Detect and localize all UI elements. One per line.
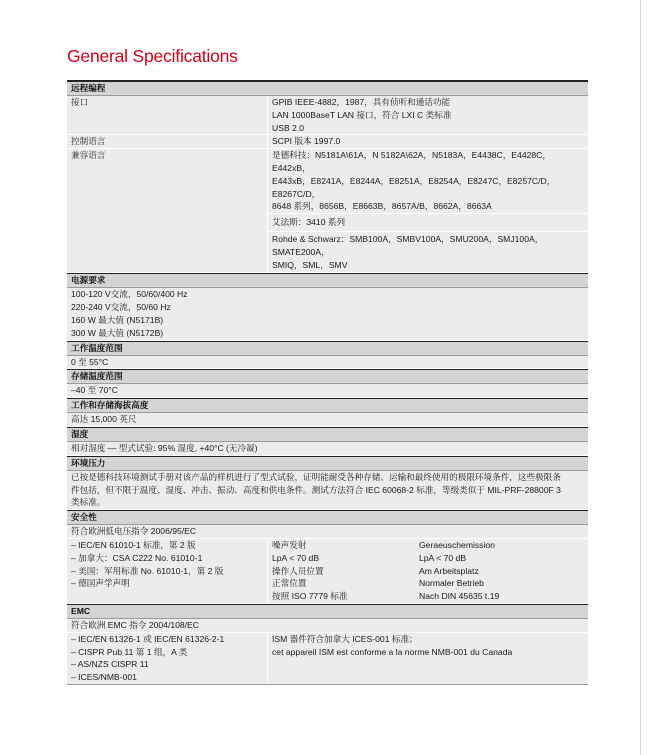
section-header-safety: 安全性 [67,510,588,525]
value-line: SMIQ，SML，SMV [272,259,348,270]
section-header-remote: 远程编程 [67,80,588,96]
row-label: 控制语言 [71,136,106,147]
environment-text [67,471,588,510]
list-item: – 德国声学声明 [71,578,130,589]
ism-statement [267,633,588,684]
value-line: 已按是德科技环境测试手册对该产品的样机进行了型式试验，证明能耐受各种存储、运输和最终使用的极限环境条件，这些极限条 [71,471,561,482]
emc-standards [67,633,267,684]
value-line: GPIB IEEE-4882，1987，具有侦听和通话功能 [272,97,451,107]
page-title: General Specifications [67,46,238,66]
spec-row-compat-language [67,149,588,273]
value-line: E443xB，E8241A，E8244A，E8251A，E8254A，E8247C，E8257C/D，E8267C/D， [272,175,556,199]
spec-table [67,80,588,685]
list-item: – IEC/EN 61010-1 标准，第 2 版 [71,539,196,550]
list-item: – AS/NZS CISPR 11 [71,659,149,670]
list-item: Geraeuschemission [419,539,495,550]
list-item: 正常位置 [272,578,307,589]
emc-details [67,633,588,685]
safety-intro: 符合欧洲低电压指令 2006/95/EC [67,525,588,539]
value-line: 类标准。 [71,497,106,508]
row-value [267,96,588,134]
value-line: 160 W 最大值 (N5171B) [71,314,164,325]
acoustic-chinese [267,539,415,603]
spec-row-control-language [67,135,588,149]
list-item: – ICES/NMB-001 [71,672,137,683]
value-line: 8648 系列，8656B，E8663B，8657A/B，8662A，8663A [272,201,492,212]
row-label: 兼容语言 [71,150,106,161]
row-value: SCPI 版本 1997.0 [267,135,588,148]
section-header-emc: EMC [67,604,588,619]
list-item: LpA < 70 dB [272,552,320,563]
list-item: Am Arbeitsplatz [419,565,479,576]
value-line: USB 2.0 [272,122,305,133]
compat-aeroflex: 艾法斯：3410 系列 [268,213,588,231]
list-item: LpA < 70 dB [419,552,467,563]
value-line: 100-120 V交流，50/60/400 Hz [71,289,188,300]
compat-rs [268,231,588,272]
section-header-humidity: 湿度 [67,427,588,442]
safety-standards [67,539,267,603]
section-header-altitude: 工作和存储海拔高度 [67,398,588,413]
value-line: LAN 1000BaseT LAN 接口，符合 LXI C 类标准 [272,109,452,120]
row-value [267,149,588,272]
value-line: 220-240 V交流，50/60 Hz [71,302,171,313]
value-line: Rohde & Schwarz：SMB100A，SMBV100A，SMU200A，SMJ100A，SMATE200A， [272,233,544,257]
storage-temp-value: –40 至 70°C [67,384,588,398]
list-item: – CISPR Pub 11 第 1 组，A 类 [71,646,188,657]
value-line: 300 W 最大值 (N5172B) [71,327,164,338]
page-edge-line [640,0,641,755]
list-item: – 美国：军用标准 No. 61010-1，第 2 版 [71,565,224,576]
altitude-value: 高达 15,000 英尺 [67,413,588,427]
section-header-environment: 环境压力 [67,456,588,471]
list-item: 噪声发射 [272,539,307,550]
list-item: cet appareil ISM est conforme a la norme NMB-001 du Canada [272,646,513,657]
section-header-storage-temp: 存储温度范围 [67,369,588,384]
list-item: Normaler Betrieb [419,578,484,589]
spec-row-interface [67,96,588,135]
safety-details [67,539,588,604]
value-line: 是德科技：N5181A\61A，N 5182A\62A，N5183A，E4438C，E4428C，E442xB， [272,150,551,173]
list-item: 按照 ISO 7779 标准 [272,591,348,602]
list-item: Nach DIN 45635 t.19 [419,591,500,602]
emc-intro: 符合欧洲 EMC 指令 2004/108/EC [67,619,588,633]
list-item: 操作人员位置 [272,565,324,576]
list-item: – IEC/EN 61326-1 或 IEC/EN 61326-2-1 [71,633,225,644]
value-line: 件包括，但不限于温度、湿度、冲击、振动、高度和供电条件。测试方法符合 IEC 60068-2 标准，等级类似于 MIL-PRF-28800F 3 [71,484,561,495]
section-header-power: 电源要求 [67,273,588,288]
humidity-value: 相对湿度 — 型式试验: 95% 湿度, +40°C (无冷凝) [67,442,588,456]
row-label: 接口 [71,97,89,107]
list-item: ISM 器件符合加拿大 ICES-001 标准； [272,633,418,644]
op-temp-value: 0 至 55°C [67,356,588,370]
power-values [67,288,588,340]
section-header-op-temp: 工作温度范围 [67,341,588,356]
list-item: – 加拿大：CSA C222 No. 61010-1 [71,552,203,563]
compat-keysight [268,149,588,213]
acoustic-german [415,539,588,603]
